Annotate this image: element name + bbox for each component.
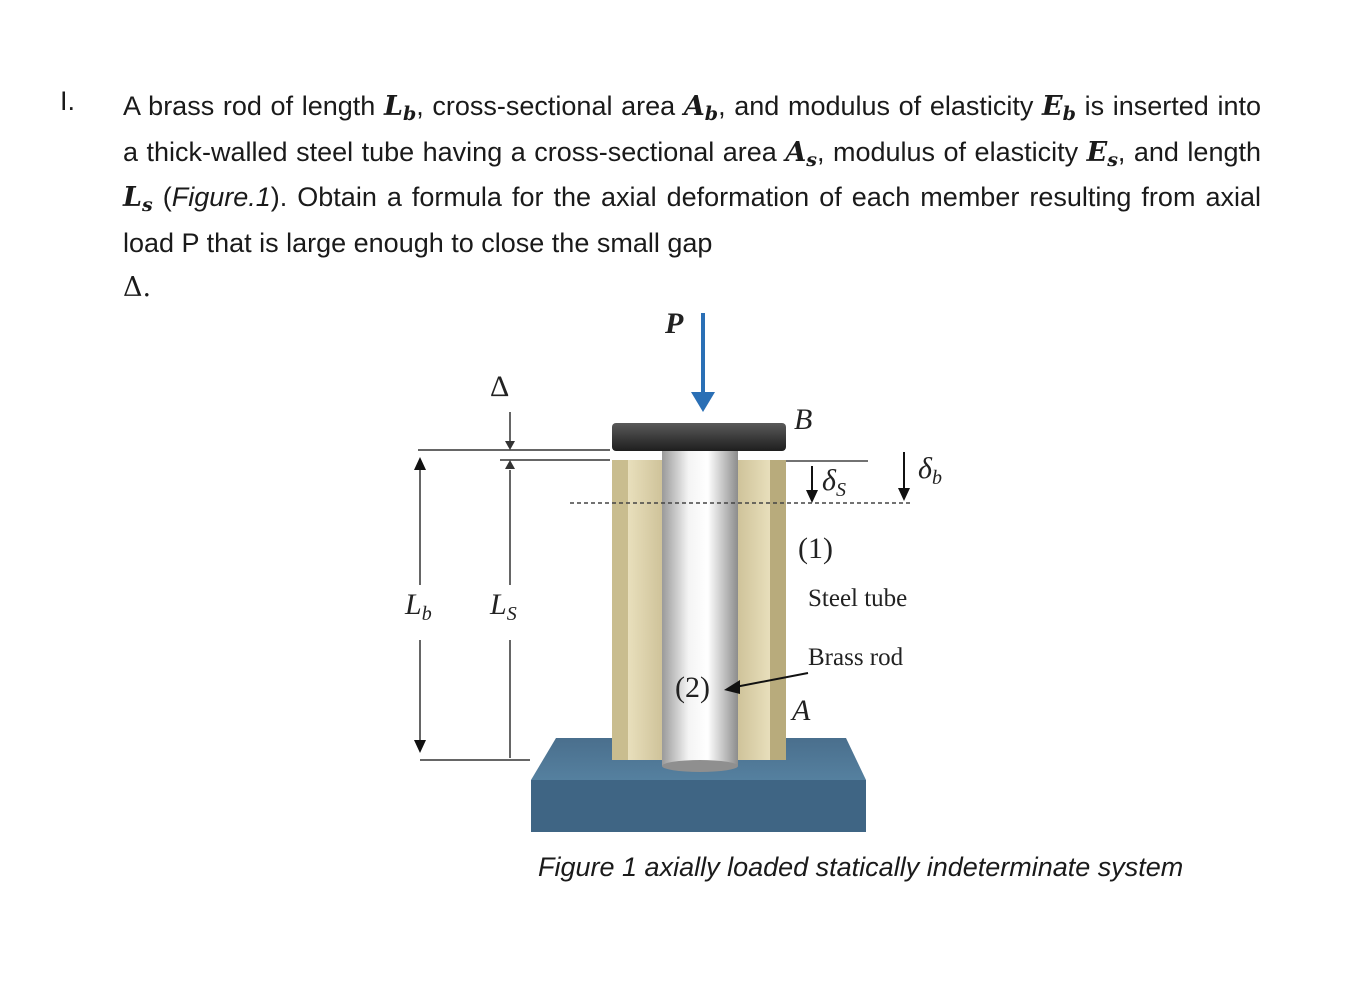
figure-caption: Figure 1 axially loaded statically indeterminate system xyxy=(538,852,1184,882)
Ls-label: $L_S$ xyxy=(490,588,517,625)
var-As: $A_s$ xyxy=(785,136,817,171)
text-segment: ). Obtain a formula for the axial deformation of each member resulting from axial load P that is large enough to close the small gap xyxy=(123,182,1261,258)
delta-b-arrow xyxy=(898,452,910,501)
var-Ls: $L_s$ xyxy=(123,182,153,216)
delta-b-label: $\delta_b$ xyxy=(918,452,942,489)
text-segment: ( xyxy=(152,182,172,212)
var-Ab: $A_b$ xyxy=(683,91,719,125)
gap-symbol: Δ. xyxy=(123,272,152,303)
text-segment: , modulus of elasticity xyxy=(816,136,1087,167)
brass-rod xyxy=(662,448,738,772)
Lb-label: $L_b$ xyxy=(405,588,432,625)
delta-s-label: $\delta_S$ xyxy=(822,464,846,501)
brass-rod-label: Brass rod xyxy=(808,644,904,671)
var-Lb: $L_b$ xyxy=(383,91,417,125)
text-segment: , and modulus of elasticity xyxy=(718,91,1043,121)
figure-reference: Figure.1 xyxy=(171,182,271,212)
text-segment: , and length xyxy=(1117,136,1262,167)
question-number: I. xyxy=(60,86,76,116)
member2-label: (2) xyxy=(675,671,710,704)
gap-label: Δ xyxy=(490,370,510,403)
text-segment: is inserted into a thick-walled steel tube having a cross-sectional area xyxy=(123,91,1262,167)
member1-label: (1) xyxy=(798,532,833,565)
var-Eb: $E_b$ xyxy=(1042,91,1076,125)
delta-s-arrow xyxy=(806,466,818,503)
point-a-label: A xyxy=(792,694,811,727)
steel-tube-label: Steel tube xyxy=(808,585,908,612)
point-b-label: B xyxy=(794,403,813,436)
load-arrow xyxy=(691,313,715,412)
text-segment: A brass rod of length xyxy=(123,91,384,121)
var-Es: $E_s$ xyxy=(1086,136,1118,171)
rigid-cap xyxy=(612,423,786,451)
load-label: P xyxy=(665,307,684,340)
text-segment: , cross-sectional area xyxy=(416,91,684,121)
